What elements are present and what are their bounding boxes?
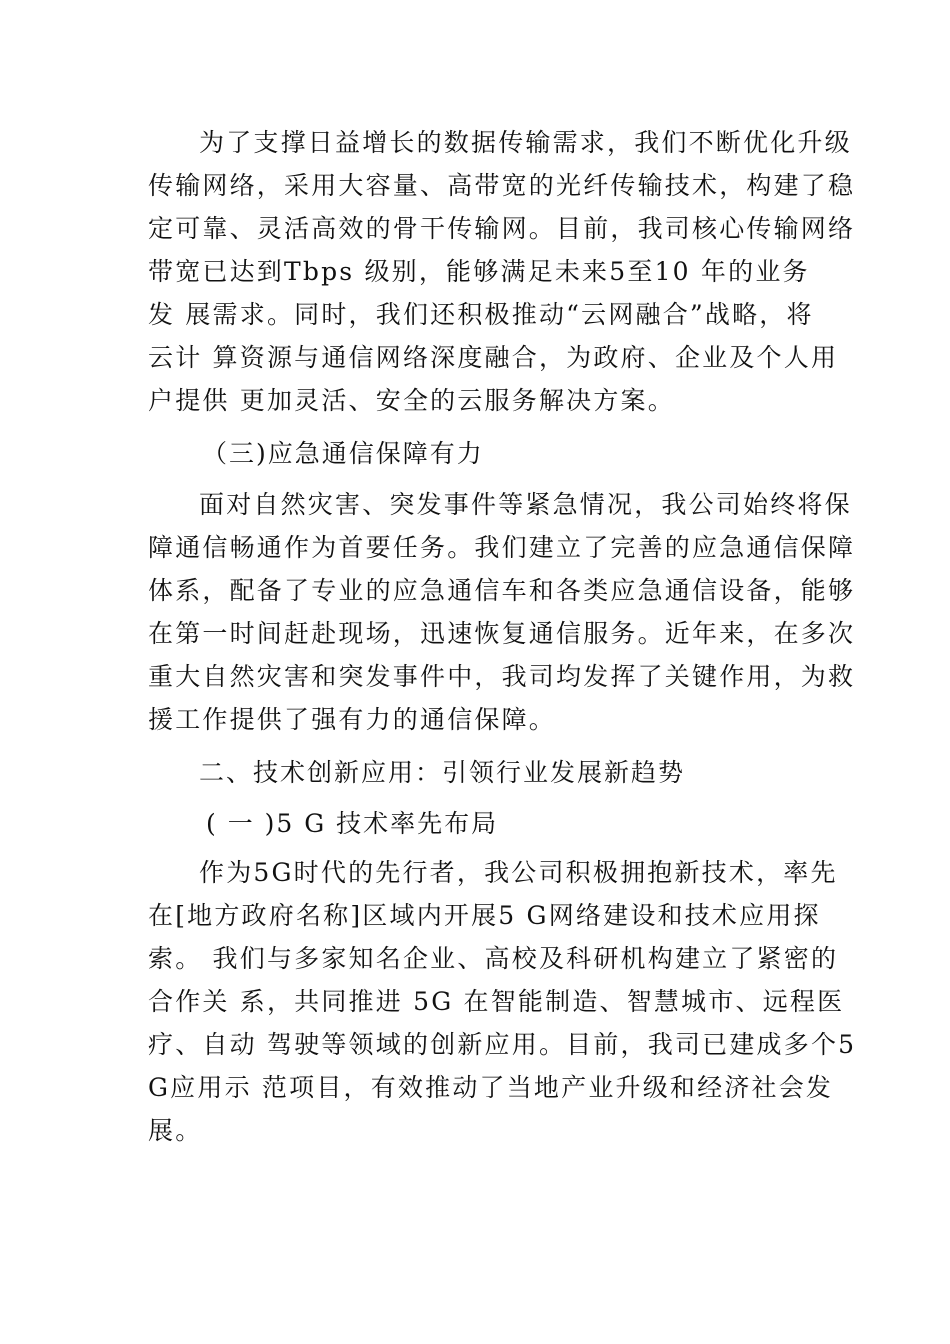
paragraph-line: 疗、自动 驾驶等领域的创新应用。目前，我司已建成多个5: [148, 1030, 857, 1059]
paragraph-line: 为了支撑日益增长的数据传输需求，我们不断优化升级: [199, 128, 852, 157]
paragraph-line: 带宽已达到Tbps 级别，能够满足未来5至10 年的业务: [148, 257, 810, 286]
section-heading: （三)应急通信保障有力: [202, 439, 484, 468]
paragraph-line: 援工作提供了强有力的通信保障。: [148, 705, 557, 734]
chapter-heading: 二、技术创新应用：引领行业发展新趋势: [199, 758, 686, 787]
paragraph-line: 定可靠、灵活高效的骨干传输网。目前，我司核心传输网络: [148, 214, 856, 243]
paragraph-line: 作为5G时代的先行者，我公司积极拥抱新技术，率先: [199, 858, 838, 887]
paragraph-line: 重大自然灾害和突发事件中，我司均发挥了关键作用，为救: [148, 662, 856, 691]
paragraph-line: 户提供 更加灵活、安全的云服务解决方案。: [148, 386, 675, 415]
paragraph-line: 索。 我们与多家知名企业、高校及科研机构建立了紧密的: [148, 944, 839, 973]
paragraph-line: 面对自然灾害、突发事件等紧急情况，我公司始终将保: [199, 490, 852, 519]
paragraph-line: 在[地方政府名称]区域内开展5 G网络建设和技术应用探: [148, 901, 821, 930]
paragraph-line: 发 展需求。同时，我们还积极推动“云网融合”战略，将: [148, 300, 814, 329]
paragraph-line: 体系，配备了专业的应急通信车和各类应急通信设备，能够: [148, 576, 856, 605]
paragraph-line: 传输网络，采用大容量、高带宽的光纤传输技术，构建了稳: [148, 171, 856, 200]
paragraph-line: 云计 算资源与通信网络深度融合，为政府、企业及个人用: [148, 343, 839, 372]
paragraph-line: G应用示 范项目，有效推动了当地产业升级和经济社会发: [148, 1073, 834, 1102]
paragraph-line: 在第一时间赶赴现场，迅速恢复通信服务。近年来，在多次: [148, 619, 856, 648]
paragraph-line: 障通信畅通作为首要任务。我们建立了完善的应急通信保障: [148, 533, 856, 562]
section-heading: ( 一 )5 G 技术率先布局: [206, 809, 499, 838]
paragraph-line: 合作关 系，共同推进 5G 在智能制造、智慧城市、远程医: [148, 987, 845, 1016]
paragraph-line: 展。: [148, 1116, 203, 1145]
